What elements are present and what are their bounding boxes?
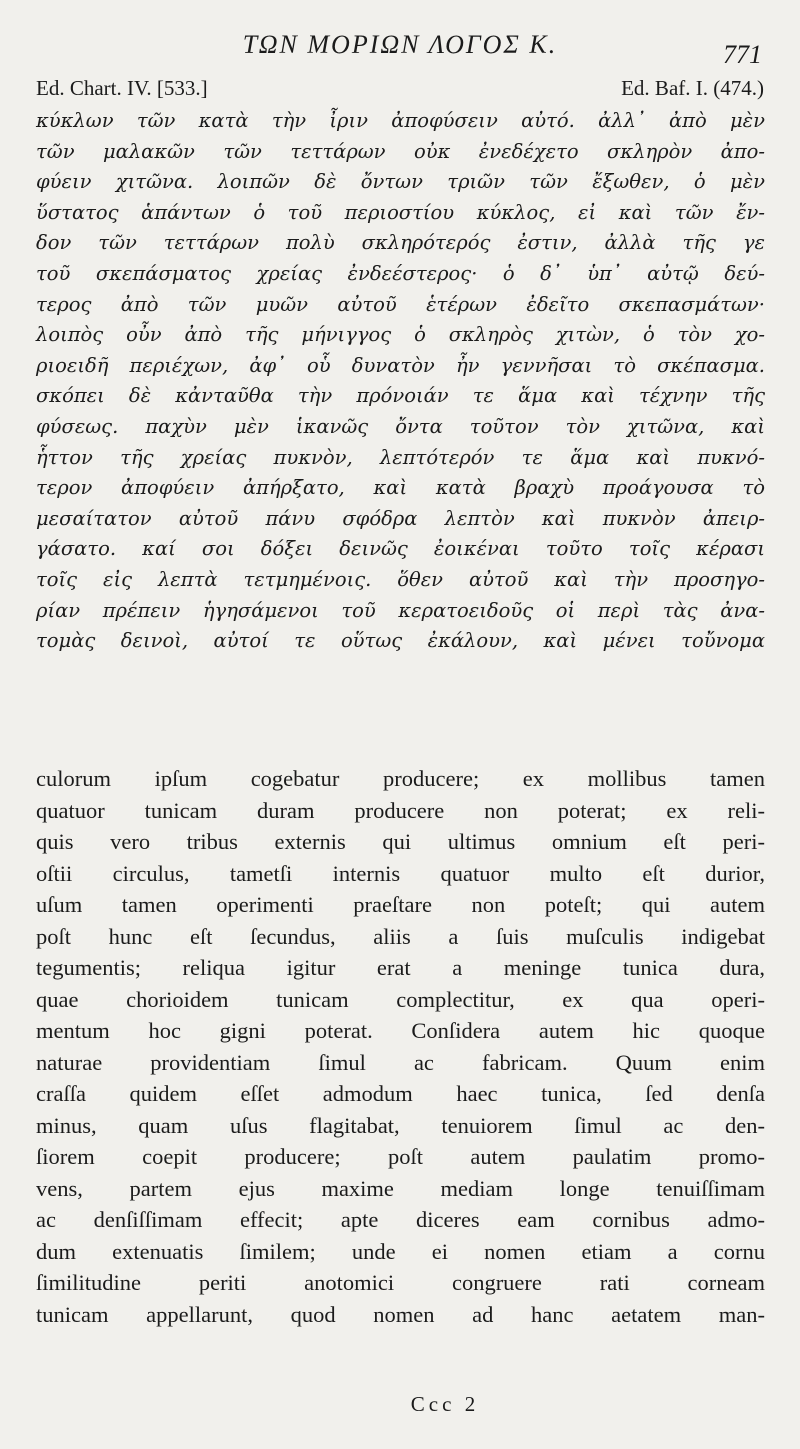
greek-line: τοῦ σκεπάσματος χρείας ἐνδεέστερος· ὁ δ᾽ ὑπ᾽ αὐτῷ δεύ- [36, 261, 765, 285]
greek-line: ὕστατος ἁπάντων ὁ τοῦ περιοστίου κύκλος, εἰ καὶ τῶν ἔν- [36, 200, 765, 224]
latin-line: tegumentis; reliqua igitur erat a meninge tunica dura, [36, 955, 765, 980]
greek-line: τῶν μαλακῶν τῶν τεττάρων οὐκ ἐνεδέχετο σκληρὸν ἀπο- [36, 139, 765, 163]
latin-line: minus, quam uſus flagitabat, tenuiorem ſimul ac den- [36, 1112, 765, 1138]
greek-line: κύκλων τῶν κατὰ τὴν ἶριν ἀποφύσειν αὐτό. ἀλλ᾽ ἀπὸ μὲν [36, 109, 765, 132]
latin-line: quatuor tunicam duram producere non poterat; ex reli- [36, 797, 765, 823]
latin-text-block [36, 763, 765, 1330]
latin-line: poſt hunc eſt ſecundus, aliis a ſuis muſculis indigebat [36, 923, 765, 949]
latin-line: quae chorioidem tunicam complectitur, ex qua operi- [36, 986, 765, 1012]
latin-line: vens, partem ejus maxime mediam longe tenuiſſimam [36, 1175, 765, 1201]
greek-line: λοιπὸς οὖν ἀπὸ τῆς μήνιγγος ὁ σκληρὸς χιτὼν, ὁ τὸν χο- [36, 323, 765, 347]
latin-line: oſtii circulus, tametſi internis quatuor multo eſt durior, [36, 860, 765, 886]
latin-line: culorum ipſum cogebatur producere; ex mollibus tamen [36, 766, 765, 791]
greek-line: τερος ἀπὸ τῶν μυῶν αὐτοῦ ἑτέρων ἐδεῖτο σκεπασμάτων· [36, 292, 765, 316]
signature-mark: Ccc 2 [410, 1392, 480, 1416]
edition-reference-chart: Ed. Chart. IV. [533.] [36, 76, 208, 100]
edition-reference-basel: Ed. Baf. I. (474.) [621, 76, 764, 100]
latin-line: dum extenuatis ſimilem; unde ei nomen etiam a cornu [36, 1238, 765, 1264]
greek-line: ρίαν πρέπειν ἡγησάμενοι τοῦ κερατοειδοῦς οἱ περὶ τὰς ἀνα- [36, 598, 765, 622]
edition-reference-line [36, 76, 764, 104]
latin-line: ſimilitudine periti anotomici congruere rati corneam [36, 1270, 765, 1295]
running-head: ΤΩΝ ΜΟΡΙΩΝ ΛΟΓΟΣ Κ. [242, 30, 558, 59]
latin-line: mentum hoc gigni poterat. Conſidera autem hic quoque [36, 1018, 765, 1043]
greek-line: ριοειδῆ περιέχων, ἀφ᾽ οὗ δυνατὸν ἦν γεννῆσαι τὸ σκέπασμα. [36, 353, 765, 377]
latin-line: craſſa quidem eſſet admodum haec tunica, ſed denſa [36, 1081, 765, 1106]
latin-line: tunicam appellarunt, quod nomen ad hanc aetatem man- [36, 1301, 765, 1327]
greek-line: φύσεως. παχὺν μὲν ἱκανῶς ὄντα τοῦτον τὸν χιτῶνα, καὶ [36, 414, 765, 438]
greek-line: γάσατο. καί σοι δόξει δεινῶς ἐοικέναι τοῦτο τοῖς κέρασι [36, 537, 765, 561]
greek-line: τερον ἀποφύειν ἀπήρξατο, καὶ κατὰ βραχὺ προάγουσα τὸ [36, 476, 765, 500]
latin-line: ſiorem coepit producere; poſt autem paulatim promo- [36, 1144, 765, 1169]
greek-line: δον τῶν τεττάρων πολὺ σκληρότερός ἐστιν, ἀλλὰ τῆς γε [36, 231, 765, 255]
latin-line: naturae providentiam ſimul ac fabricam. Quum enim [36, 1049, 765, 1075]
greek-line: σκόπει δὲ κἀνταῦθα τὴν πρόνοιάν τε ἅμα καὶ τέχνην τῆς [36, 384, 765, 408]
greek-line: τοῖς εἰς λεπτὰ τετμημένοις. ὅθεν αὐτοῦ καὶ τὴν προσηγο- [36, 567, 765, 591]
greek-line: φύειν χιτῶνα. λοιπῶν δὲ ὄντων τριῶν τῶν ἔξωθεν, ὁ μὲν [36, 170, 765, 194]
greek-text-block [36, 106, 765, 657]
latin-line: uſum tamen operimenti praeſtare non poteſt; qui autem [36, 892, 765, 917]
greek-line: μεσαίτατον αὐτοῦ πάνυ σφόδρα λεπτὸν καὶ πυκνὸν ἀπειρ- [36, 506, 765, 530]
latin-line: ac denſiſſimam effecit; apte diceres eam cornibus admo- [36, 1207, 765, 1232]
page-number: 771 [723, 40, 762, 69]
greek-line: τομὰς δεινοὶ, αὐτοί τε οὕτως ἐκάλουν, καὶ μένει τοὔνομα [36, 629, 765, 653]
latin-line: quis vero tribus externis qui ultimus omnium eſt peri- [36, 829, 765, 854]
greek-line: ἧττον τῆς χρείας πυκνὸν, λεπτότερόν τε ἅμα καὶ πυκνό- [36, 445, 765, 469]
